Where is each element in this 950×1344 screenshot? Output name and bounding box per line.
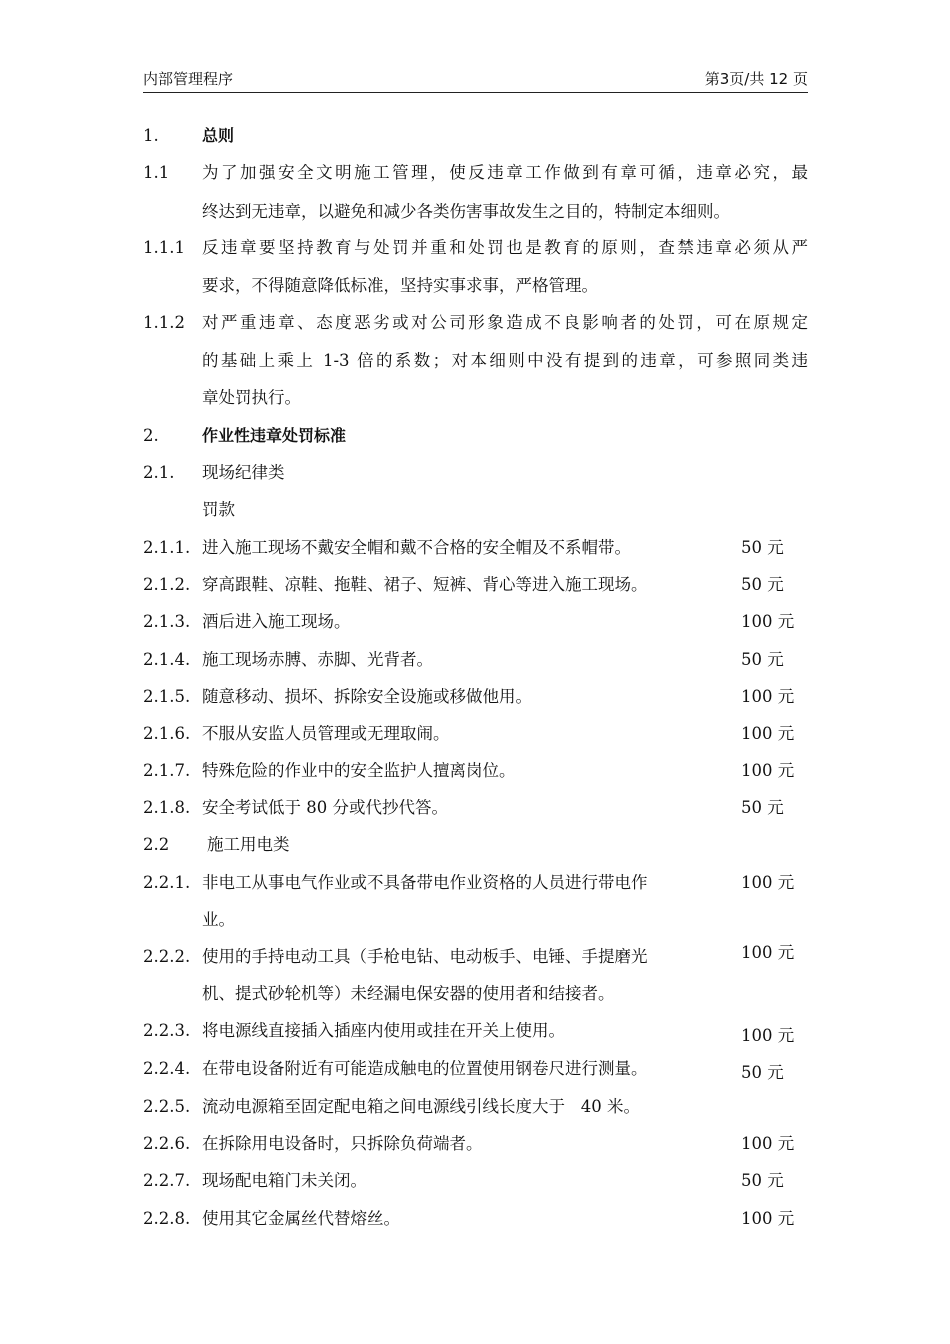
section-title: 作业性违章处罚标准 <box>202 426 347 445</box>
section-number: 2. <box>143 426 159 445</box>
item-number: 2.1.3. <box>143 612 191 631</box>
item-number: 2.2.2. <box>143 947 191 966</box>
item-text: 施工现场赤膊、赤脚、光背者。 <box>202 650 433 669</box>
item-fine: 50 元 <box>741 575 784 594</box>
item-number: 2.1.5. <box>143 687 191 706</box>
header-title: 内部管理程序 <box>143 70 234 88</box>
item-number: 2.1.1. <box>143 538 191 557</box>
item-number: 2.2.3. <box>143 1021 191 1040</box>
item-number: 2.2.4. <box>143 1059 191 1078</box>
item-text: 安全考试低于 80 分或代抄代答。 <box>202 798 448 817</box>
item-text: 现场配电箱门未关闭。 <box>202 1171 367 1190</box>
subsection-title: 施工用电类 <box>207 835 290 854</box>
clause-text-line: 反违章要坚持教育与处罚并重和处罚也是教育的原则，查禁违章必须从严 <box>202 238 808 257</box>
item-fine: 100 元 <box>741 943 795 962</box>
item-text: 特殊危险的作业中的安全监护人擅离岗位。 <box>202 761 516 780</box>
item-text: 使用的手持电动工具（手枪电钻、电动板手、电锤、手提磨光 <box>202 947 648 966</box>
clause-number: 1.1 <box>143 163 170 182</box>
item-number: 2.1.7. <box>143 761 191 780</box>
clause-text-line: 的基础上乘上 1-3 倍的系数；对本细则中没有提到的违章，可参照同类违 <box>202 351 808 370</box>
clause-text-line: 终达到无违章，以避免和减少各类伤害事故发生之目的，特制定本细则。 <box>202 202 730 221</box>
item-text: 业。 <box>202 910 235 929</box>
item-text: 在带电设备附近有可能造成触电的位置使用钢卷尺进行测量。 <box>202 1059 648 1078</box>
header-page-number: 第3页/共 12 页 <box>704 70 808 88</box>
item-fine: 50 元 <box>741 650 784 669</box>
page-header <box>143 66 808 93</box>
item-text: 不服从安监人员管理或无理取闹。 <box>202 724 450 743</box>
item-text: 流动电源箱至固定配电箱之间电源线引线长度大于 40 米。 <box>202 1097 640 1116</box>
item-fine: 100 元 <box>741 761 795 780</box>
item-number: 2.2.1. <box>143 873 191 892</box>
item-fine: 50 元 <box>741 1063 784 1082</box>
item-number: 2.1.6. <box>143 724 191 743</box>
item-fine: 100 元 <box>741 1026 795 1045</box>
item-text: 在拆除用电设备时，只拆除负荷端者。 <box>202 1134 483 1153</box>
item-fine: 100 元 <box>741 687 795 706</box>
item-fine: 50 元 <box>741 538 784 557</box>
item-text: 随意移动、损坏、拆除安全设施或移做他用。 <box>202 687 532 706</box>
item-text: 机、提式砂轮机等）未经漏电保安器的使用者和结接者。 <box>202 984 615 1003</box>
item-text: 酒后进入施工现场。 <box>202 612 351 631</box>
item-number: 2.1.4. <box>143 650 191 669</box>
item-number: 2.2.5. <box>143 1097 191 1116</box>
section-number: 1. <box>143 126 159 145</box>
item-fine: 50 元 <box>741 798 784 817</box>
item-number: 2.1.2. <box>143 575 191 594</box>
subsection-title: 现场纪律类 <box>202 463 285 482</box>
fine-label: 罚款 <box>202 500 235 519</box>
item-fine: 100 元 <box>741 612 795 631</box>
item-fine: 100 元 <box>741 1134 795 1153</box>
item-fine: 50 元 <box>741 1171 784 1190</box>
item-fine: 100 元 <box>741 724 795 743</box>
clause-text-line: 为了加强安全文明施工管理，使反违章工作做到有章可循，违章必究，最 <box>202 163 808 182</box>
section-title: 总则 <box>202 126 235 145</box>
clause-text-line: 要求，不得随意降低标准，坚持实事求事，严格管理。 <box>202 276 598 295</box>
item-number: 2.2.7. <box>143 1171 191 1190</box>
subsection-number: 2.2 <box>143 835 170 854</box>
item-number: 2.2.8. <box>143 1209 191 1228</box>
clause-text-line: 章处罚执行。 <box>202 388 301 407</box>
item-number: 2.1.8. <box>143 798 191 817</box>
item-number: 2.2.6. <box>143 1134 191 1153</box>
item-fine: 100 元 <box>741 1209 795 1228</box>
item-text: 将电源线直接插入插座内使用或挂在开关上使用。 <box>202 1021 565 1040</box>
clause-text-line: 对严重违章、态度恶劣或对公司形象造成不良影响者的处罚，可在原规定 <box>202 313 808 332</box>
item-text: 穿高跟鞋、凉鞋、拖鞋、裙子、短裤、背心等进入施工现场。 <box>202 575 648 594</box>
subsection-number: 2.1. <box>143 463 175 482</box>
item-fine: 100 元 <box>741 873 795 892</box>
item-text: 进入施工现场不戴安全帽和戴不合格的安全帽及不系帽带。 <box>202 538 631 557</box>
item-text: 非电工从事电气作业或不具备带电作业资格的人员进行带电作 <box>202 873 648 892</box>
clause-number: 1.1.1 <box>143 238 185 257</box>
clause-number: 1.1.2 <box>143 313 185 332</box>
item-text: 使用其它金属丝代替熔丝。 <box>202 1209 400 1228</box>
